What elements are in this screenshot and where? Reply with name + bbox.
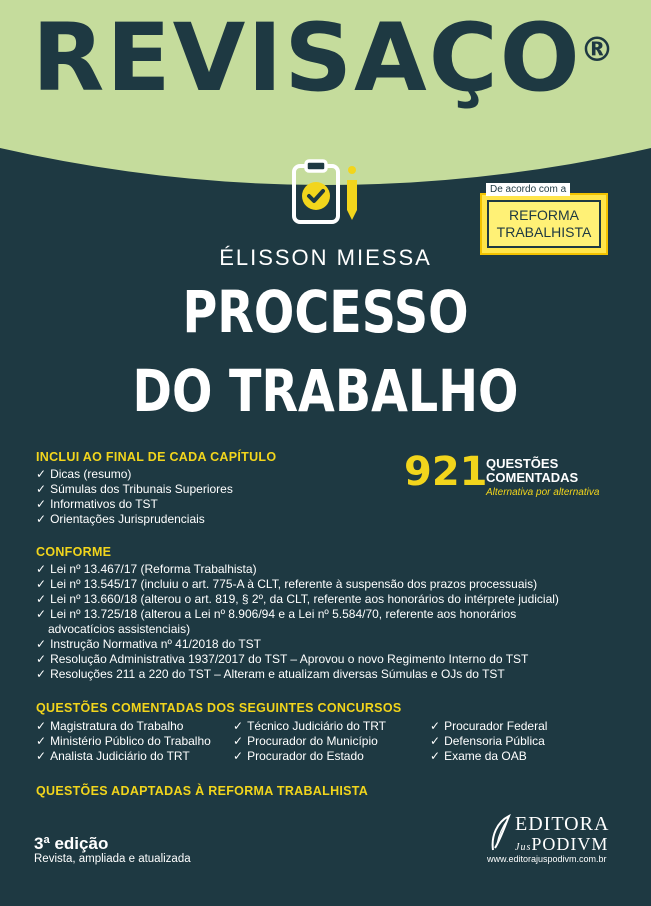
list-item: ✓ Analista Judiciário do TRT — [36, 749, 190, 763]
includes-heading: INCLUI AO FINAL DE CADA CAPÍTULO — [36, 450, 277, 464]
list-item: ✓ Instrução Normativa nº 41/2018 do TST — [36, 637, 261, 651]
check-icon: ✓ — [233, 749, 244, 763]
list-item: ✓ Súmulas dos Tribunais Superiores — [36, 482, 233, 496]
list-item: ✓ Resoluções 211 a 220 do TST – Alteram e atualizam diversas Súmulas e OJs do TST — [36, 667, 505, 681]
check-icon: ✓ — [36, 652, 47, 666]
check-icon: ✓ — [233, 719, 244, 733]
list-item-continuation: advocatícios assistenciais) — [48, 622, 191, 636]
concursos-heading: QUESTÕES COMENTADAS DOS SEGUINTES CONCURSOS — [36, 701, 402, 715]
quill-icon — [487, 814, 513, 852]
conforme-list — [36, 562, 559, 682]
clipboard-check-icon — [286, 158, 366, 228]
list-item: ✓ Orientações Jurisprudenciais — [36, 512, 205, 526]
list-item: ✓ Lei nº 13.725/18 (alterou a Lei nº 8.906/94 e a Lei nº 5.584/70, referente aos honorários — [36, 607, 517, 621]
check-icon: ✓ — [36, 482, 47, 496]
publisher-url: www.editorajuspodivm.com.br — [487, 854, 607, 864]
check-icon: ✓ — [36, 577, 47, 591]
list-item: ✓ Procurador do Município — [233, 734, 378, 748]
concursos-col3 — [430, 719, 547, 764]
check-icon: ✓ — [36, 562, 47, 576]
check-icon: ✓ — [430, 719, 441, 733]
book-title-line2: DO TRABALHO — [132, 357, 519, 425]
check-icon: ✓ — [36, 467, 47, 481]
concursos-col2 — [233, 719, 386, 764]
adaptadas-heading: QUESTÕES ADAPTADAS À REFORMA TRABALHISTA — [36, 784, 369, 798]
series-brand: REVISAÇO — [32, 4, 582, 113]
check-icon: ✓ — [36, 667, 47, 681]
list-item: ✓ Magistratura do Trabalho — [36, 719, 184, 733]
check-icon: ✓ — [36, 719, 47, 733]
author-name: ÉLISSON MIESSA — [219, 245, 432, 270]
check-icon: ✓ — [36, 734, 47, 748]
publisher-sub: JusPODIVM — [515, 834, 609, 854]
list-item: ✓ Ministério Público do Trabalho — [36, 734, 211, 748]
badge-line1: REFORMA — [509, 207, 579, 223]
book-title-line1: PROCESSO — [182, 278, 469, 346]
question-count-sub: Alternativa por alternativa — [486, 487, 600, 498]
question-count-label: QUESTÕES COMENTADAS — [486, 456, 579, 485]
conforme-heading: CONFORME — [36, 545, 112, 559]
registered-mark: ® — [580, 30, 614, 70]
list-item: ✓ Lei nº 13.545/17 (incluiu o art. 775-A à CLT, referente à suspensão dos prazos processuais) — [36, 577, 538, 591]
concursos-col1 — [36, 719, 211, 764]
list-item: ✓ Técnico Judiciário do TRT — [233, 719, 387, 733]
badge-line2: TRABALHISTA — [496, 224, 592, 240]
check-icon: ✓ — [36, 749, 47, 763]
list-item: ✓ Informativos do TST — [36, 497, 158, 511]
check-icon: ✓ — [36, 637, 47, 651]
check-icon: ✓ — [36, 497, 47, 511]
publisher-name: EDITORA — [515, 813, 610, 835]
list-item: ✓ Procurador do Estado — [233, 749, 364, 763]
badge-caption: De acordo com a — [486, 183, 570, 196]
includes-list — [36, 467, 233, 527]
badge-inner — [487, 200, 601, 248]
list-item: ✓ Dicas (resumo) — [36, 467, 132, 481]
check-icon: ✓ — [36, 512, 47, 526]
list-item: ✓ Resolução Administrativa 1937/2017 do TST – Aprovou o novo Regimento Interno do TST — [36, 652, 529, 666]
check-icon: ✓ — [430, 734, 441, 748]
question-count: 921 — [404, 449, 488, 495]
edition-label: 3ª edição — [34, 834, 109, 853]
list-item: ✓ Lei nº 13.467/17 (Reforma Trabalhista) — [36, 562, 257, 576]
edition-sub: Revista, ampliada e atualizada — [34, 853, 191, 865]
publisher-logo — [485, 812, 625, 872]
list-item: ✓ Procurador Federal — [430, 719, 548, 733]
check-icon: ✓ — [233, 734, 244, 748]
list-item: ✓ Lei nº 13.660/18 (alterou o art. 819, § 2º, da CLT, referente aos honorários do intérprete judicial) — [36, 592, 559, 606]
check-icon: ✓ — [36, 607, 47, 621]
check-icon: ✓ — [36, 592, 47, 606]
check-icon: ✓ — [430, 749, 441, 763]
list-item: ✓ Defensoria Pública — [430, 734, 545, 748]
list-item: ✓ Exame da OAB — [430, 749, 527, 763]
